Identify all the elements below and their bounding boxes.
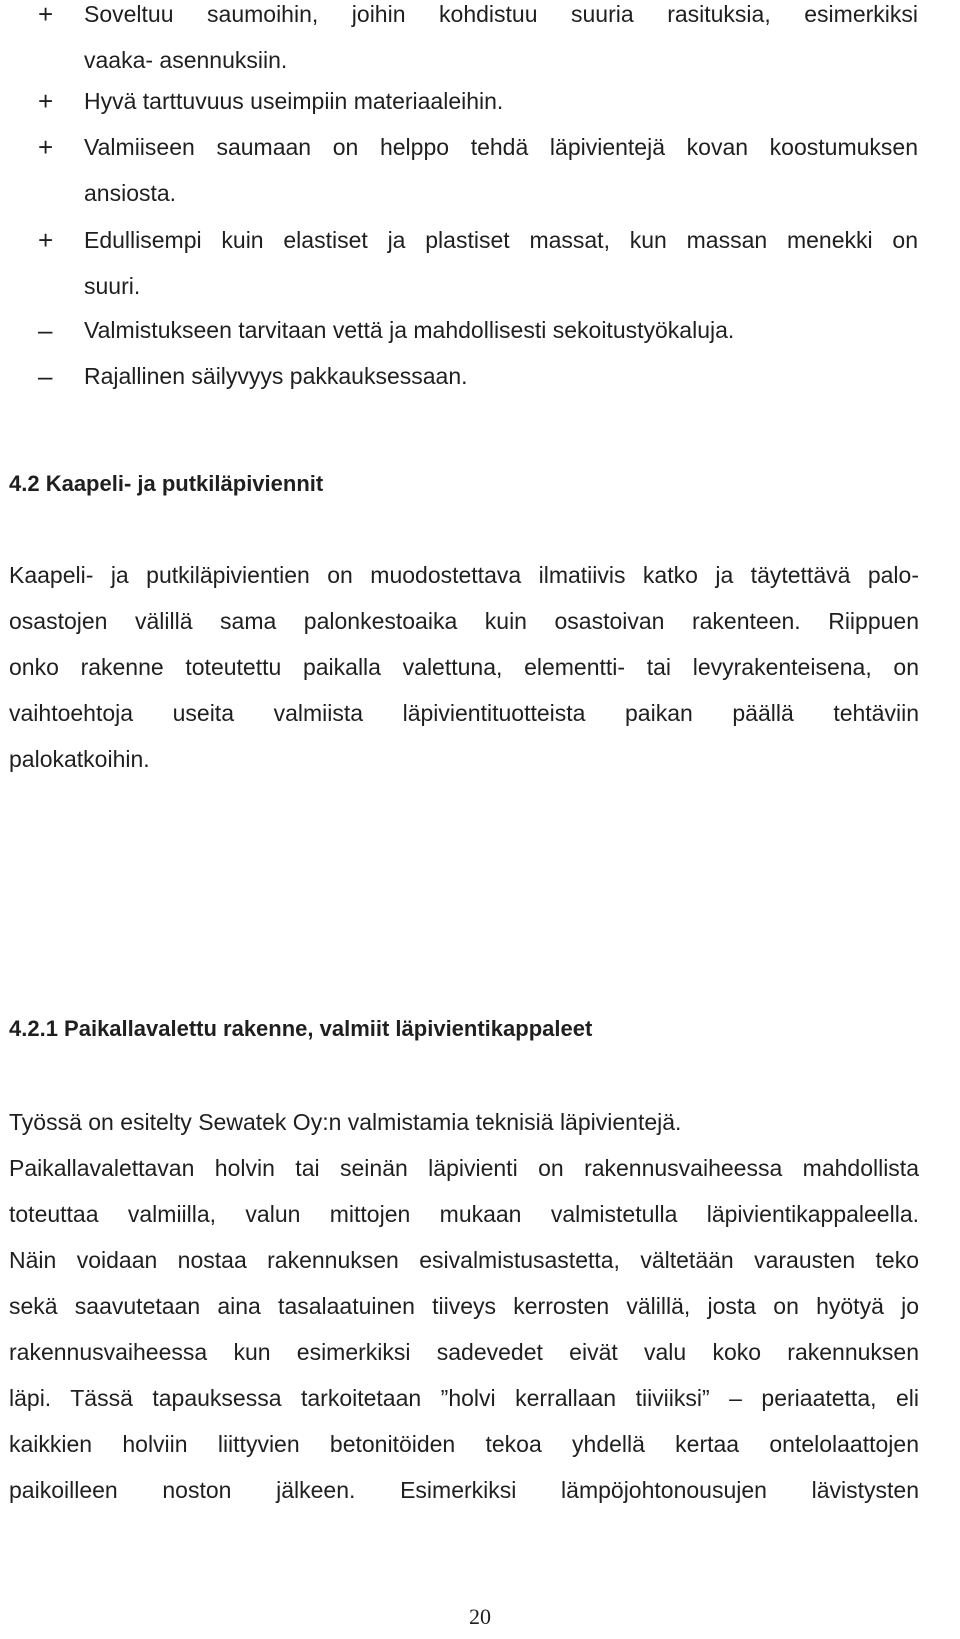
list-item [38,217,918,309]
paragraph [9,552,919,782]
plus-bullet-icon: + [38,132,54,162]
plus-bullet-icon: + [38,86,54,116]
section-heading: 4.2 Kaapeli- ja putkiläpiviennit [9,471,324,496]
paragraph-line: Työssä on esitelty Sewatek Oy:n valmistamia teknisiä läpivientejä. [9,1109,682,1135]
list-item [38,307,918,353]
paragraph-line: rakennusvaiheessa kun esimerkiksi sadevedet eivät valu koko rakennuksen [9,1339,919,1365]
paragraph-line: Näin voidaan nostaa rakennuksen esivalmistusastetta, vältetään varausten teko [9,1247,919,1273]
list-item-line: Valmiiseen saumaan on helppo tehdä läpivientejä kovan koostumuksen [84,134,918,160]
list-item [38,78,918,124]
subsection-heading: 4.2.1 Paikallavalettu rakenne, valmiit läpivientikappaleet [9,1016,593,1041]
page-number: 20 [469,1604,491,1629]
paragraph-line: palokatkoihin. [9,746,150,772]
paragraph-line: onko rakenne toteutettu paikalla valettuna, elementti- tai levyrakenteisena, on [9,654,919,680]
list-item [38,124,918,216]
list-item-line: Valmistukseen tarvitaan vettä ja mahdollisesti sekoitustyökaluja. [84,317,735,343]
dash-bullet-icon: – [38,315,53,345]
paragraph-line: Kaapeli- ja putkiläpivientien on muodostettava ilmatiivis katko ja täytettävä palo- [9,562,919,588]
list-item-line: Hyvä tarttuvuus useimpiin materiaaleihin. [84,88,504,114]
paragraph-line: toteuttaa valmiilla, valun mittojen mukaan valmistetulla läpivientikappaleella. [9,1201,919,1227]
dash-bullet-icon: – [38,361,53,391]
paragraph-line: osastojen välillä sama palonkestoaika kuin osastoivan rakenteen. Riippuen [9,608,919,634]
plus-bullet-icon: + [38,0,54,29]
paragraph-line: kaikkien holviin liittyvien betonitöiden tekoa yhdellä kertaa ontelolaattojen [9,1431,919,1457]
list-item-line: ansiosta. [84,180,177,206]
list-item-line: Soveltuu saumoihin, joihin kohdistuu suuria rasituksia, esimerkiksi [84,1,918,27]
list-item-line: Edullisempi kuin elastiset ja plastiset massat, kun massan menekki on [84,227,918,253]
paragraph [9,1099,919,1513]
paragraph-line: sekä saavutetaan aina tasalaatuinen tiiveys kerrosten välillä, josta on hyötyä jo [9,1293,919,1319]
paragraph-line: läpi. Tässä tapauksessa tarkoitetaan ”holvi kerrallaan tiiviiksi” – periaatetta, eli [9,1385,919,1411]
plus-bullet-icon: + [38,225,54,255]
list-item-line: vaaka- asennuksiin. [84,47,288,73]
list-item-line: Rajallinen säilyvyys pakkauksessaan. [84,363,468,389]
paragraph-line: vaihtoehtoja useita valmiista läpivientituotteista paikan päällä tehtäviin [9,700,919,726]
list-item [38,0,918,83]
list-item-line: suuri. [84,273,141,299]
paragraph-line: paikoilleen noston jälkeen. Esimerkiksi lämpöjohtonousujen lävistysten [9,1477,919,1503]
paragraph-line: Paikallavalettavan holvin tai seinän läpivienti on rakennusvaiheessa mahdollista [9,1155,919,1181]
list-item [38,353,918,399]
